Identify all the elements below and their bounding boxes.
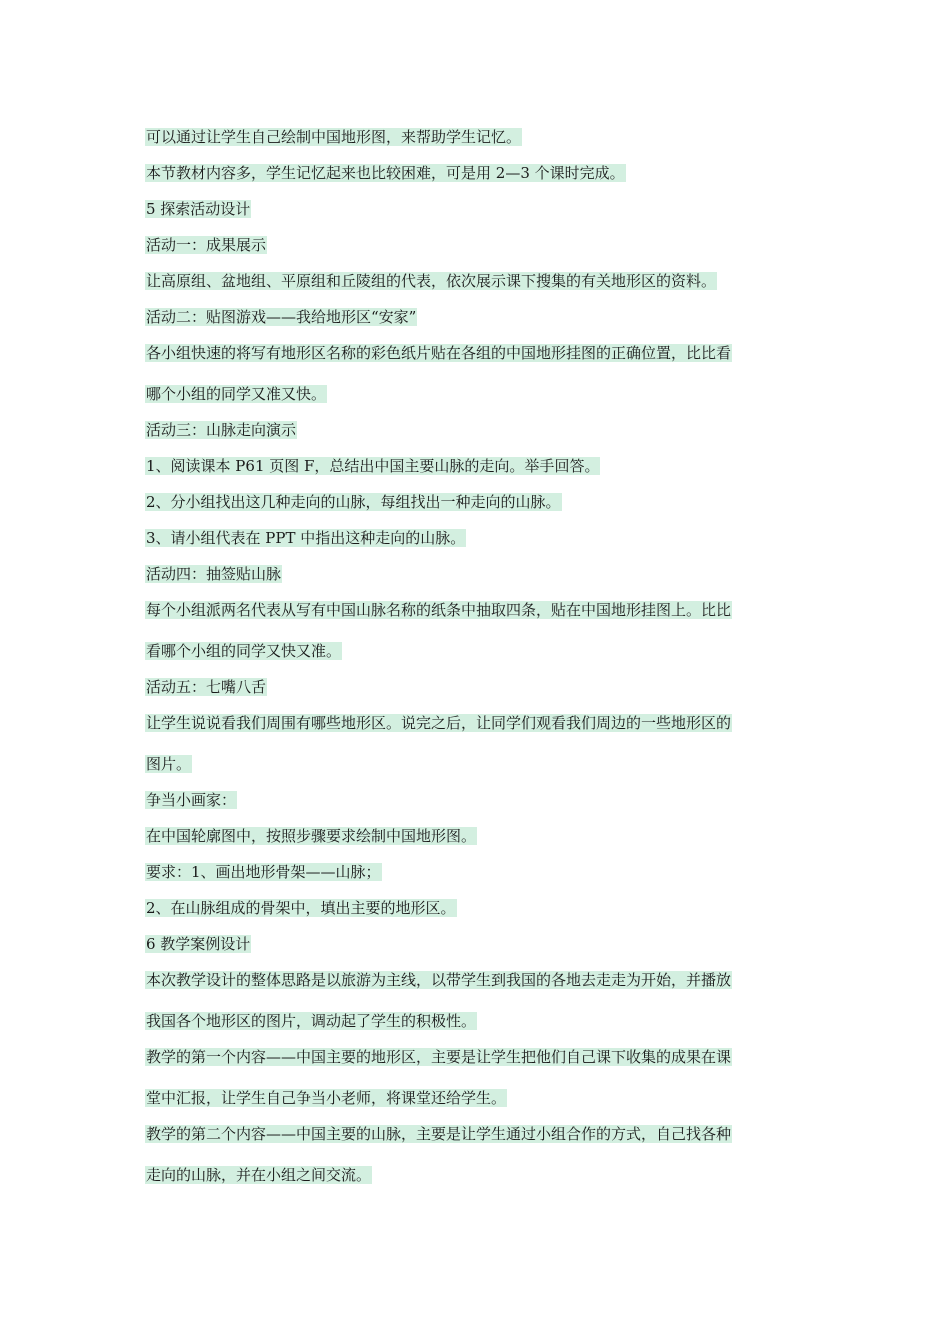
highlighted-text: 2、在山脉组成的骨架中，填出主要的地形区。 xyxy=(146,899,456,917)
activity-heading xyxy=(145,420,297,440)
text-line xyxy=(145,826,477,846)
list-item xyxy=(145,898,457,918)
text-line xyxy=(145,384,327,404)
highlighted-text: 各小组快速的将写有地形区名称的彩色纸片贴在各组的中国地形挂图的正确位置，比比看 xyxy=(146,344,732,362)
highlighted-text: 哪个小组的同学又准又快。 xyxy=(146,385,327,403)
highlighted-text: 教学的第二个内容——中国主要的山脉，主要是让学生通过小组合作的方式，自己找各种 xyxy=(146,1125,732,1143)
highlighted-text: 活动二：贴图游戏——我给地形区“安家” xyxy=(146,308,417,326)
highlighted-text: 争当小画家： xyxy=(146,791,237,809)
highlighted-text: 活动一：成果展示 xyxy=(146,236,267,254)
section-heading xyxy=(145,934,251,954)
highlighted-text: 让高原组、盆地组、平原组和丘陵组的代表，依次展示课下搜集的有关地形区的资料。 xyxy=(146,272,717,290)
highlighted-text: 堂中汇报，让学生自己争当小老师，将课堂还给学生。 xyxy=(146,1089,507,1107)
highlighted-text: 6 教学案例设计 xyxy=(146,935,251,953)
text-line xyxy=(145,1011,477,1031)
highlighted-text: 要求：1、画出地形骨架——山脉； xyxy=(146,863,381,881)
text-line xyxy=(145,1165,372,1185)
highlighted-text: 走向的山脉，并在小组之间交流。 xyxy=(146,1166,372,1184)
highlighted-text: 活动四：抽签贴山脉 xyxy=(146,565,282,583)
text-line xyxy=(145,754,192,774)
highlighted-text: 可以通过让学生自己绘制中国地形图，来帮助学生记忆。 xyxy=(146,128,522,146)
highlighted-text: 本节教材内容多，学生记忆起来也比较困难，可是用 2—3 个课时完成。 xyxy=(146,164,625,182)
highlighted-text: 看哪个小组的同学又快又准。 xyxy=(146,642,342,660)
activity-heading xyxy=(145,790,237,810)
text-line xyxy=(145,641,342,661)
list-item xyxy=(145,492,562,512)
text-line xyxy=(145,163,626,183)
text-line xyxy=(145,271,717,291)
highlighted-text: 本次教学设计的整体思路是以旅游为主线，以带学生到我国的各地去走走为开始，并播放 xyxy=(146,971,732,989)
highlighted-text: 让学生说说看我们周围有哪些地形区。说完之后，让同学们观看我们周边的一些地形区的 xyxy=(146,714,732,732)
highlighted-text: 活动三：山脉走向演示 xyxy=(146,421,297,439)
highlighted-text: 5 探索活动设计 xyxy=(146,200,251,218)
text-line xyxy=(145,970,732,990)
highlighted-text: 在中国轮廓图中，按照步骤要求绘制中国地形图。 xyxy=(146,827,477,845)
highlighted-text: 3、请小组代表在 PPT 中指出这种走向的山脉。 xyxy=(146,529,466,547)
activity-heading xyxy=(145,677,267,697)
list-item xyxy=(145,528,466,548)
text-line xyxy=(145,1088,507,1108)
text-line xyxy=(145,1124,732,1144)
highlighted-text: 每个小组派两名代表从写有中国山脉名称的纸条中抽取四条，贴在中国地形挂图上。比比 xyxy=(146,601,732,619)
highlighted-text: 教学的第一个内容——中国主要的地形区，主要是让学生把他们自己课下收集的成果在课 xyxy=(146,1048,732,1066)
text-line xyxy=(145,343,732,363)
text-line xyxy=(145,713,732,733)
highlighted-text: 图片。 xyxy=(146,755,192,773)
activity-heading xyxy=(145,235,267,255)
text-line xyxy=(145,127,522,147)
list-item xyxy=(145,456,600,476)
text-line xyxy=(145,1047,732,1067)
activity-heading xyxy=(145,564,282,584)
highlighted-text: 我国各个地形区的图片，调动起了学生的积极性。 xyxy=(146,1012,477,1030)
highlighted-text: 1、阅读课本 P61 页图 F，总结出中国主要山脉的走向。举手回答。 xyxy=(146,457,600,475)
section-heading xyxy=(145,199,251,219)
text-line xyxy=(145,600,732,620)
highlighted-text: 2、分小组找出这几种走向的山脉，每组找出一种走向的山脉。 xyxy=(146,493,561,511)
activity-heading xyxy=(145,307,417,327)
highlighted-text: 活动五：七嘴八舌 xyxy=(146,678,267,696)
list-item xyxy=(145,862,382,882)
